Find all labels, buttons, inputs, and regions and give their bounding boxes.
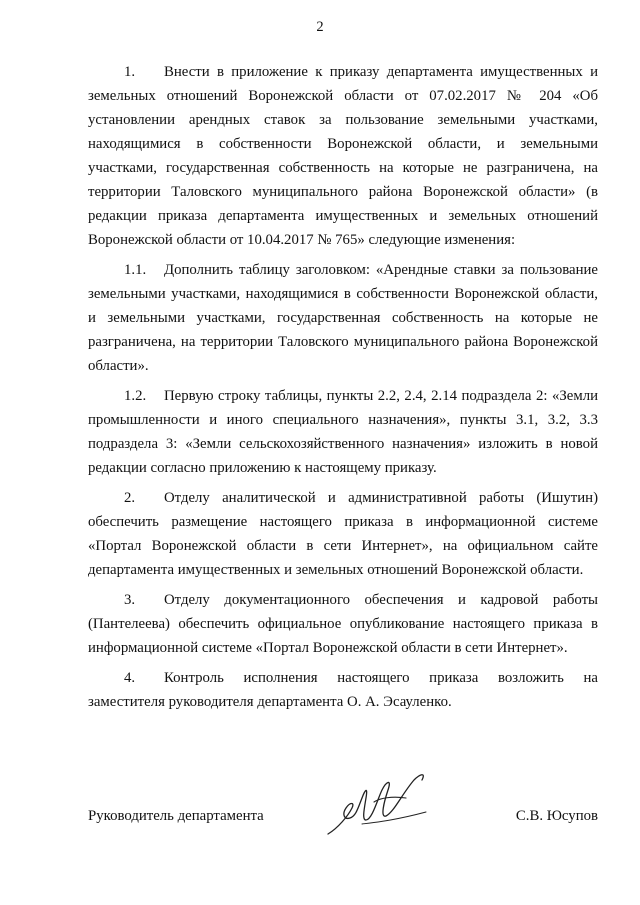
signatory-role: Руководитель департамента <box>88 808 264 824</box>
paragraph-text: Отделу аналитической и административной работы (Ишутин) обеспечить размещение настоящего приказа в информационной системе «Портал Воронежской области в сети Интернет», на официальном сайте департамента имущественных и земельных отношений Воронежской области. <box>88 490 598 578</box>
paragraph-text: Первую строку таблицы, пункты 2.2, 2.4, 2.14 подраздела 2: «Земли промышленности и иного специального назначения», пункты 3.1, 3.2, 3.3 подраздела 3: «Земли сельскохозяйственного назначения» изложить в новой редакции согласно приложению к настоящему приказу. <box>88 388 598 476</box>
handwritten-signature <box>322 768 434 846</box>
paragraph-number: 1. <box>124 64 136 80</box>
paragraph-3 <box>88 588 598 660</box>
paragraph-number: 1.1. <box>124 262 147 278</box>
paragraph-1-1 <box>88 258 598 378</box>
paragraph-2 <box>88 486 598 582</box>
paragraph-text: Внести в приложение к приказу департамента имущественных и земельных отношений Воронежской области от 07.02.2017 № 204 «Об установлении арендных ставок за пользование земельными участками, находящимися в собственности Воронежской области, и земельными участками, государственная собственность на которые не разграничена, на территории Таловского муниципального района Воронежской области» (в редакции приказа департамента имущественных и земельных отношений Воронежской области от 10.04.2017 № 765» следующие изменения: <box>88 64 598 248</box>
paragraph-text: Дополнить таблицу заголовком: «Арендные ставки за пользование земельными участками, находящимися в собственности Воронежской области, и земельными участками, государственная собственность на которые не разграничена, на территории Таловского муниципального района Воронежской области». <box>88 262 598 374</box>
page-number: 2 <box>316 19 324 35</box>
paragraph-text: Отделу документационного обеспечения и кадровой работы (Пантелеева) обеспечить официальное опубликование настоящего приказа в информационной системе «Портал Воронежской области в сети Интернет». <box>88 592 598 656</box>
paragraph-text: Контроль исполнения настоящего приказа возложить на заместителя руководителя департамента О. А. Эсауленко. <box>88 670 598 710</box>
paragraph-number: 3. <box>124 592 136 608</box>
paragraph-number: 2. <box>124 490 136 506</box>
paragraph-number: 4. <box>124 670 136 686</box>
signature-block <box>88 808 598 832</box>
paragraph-1 <box>88 60 598 252</box>
paragraph-number: 1.2. <box>124 388 147 404</box>
signatory-name: С.В. Юсупов <box>515 808 598 824</box>
paragraph-1-2 <box>88 384 598 480</box>
paragraph-4 <box>88 666 598 714</box>
document-body <box>88 60 598 720</box>
